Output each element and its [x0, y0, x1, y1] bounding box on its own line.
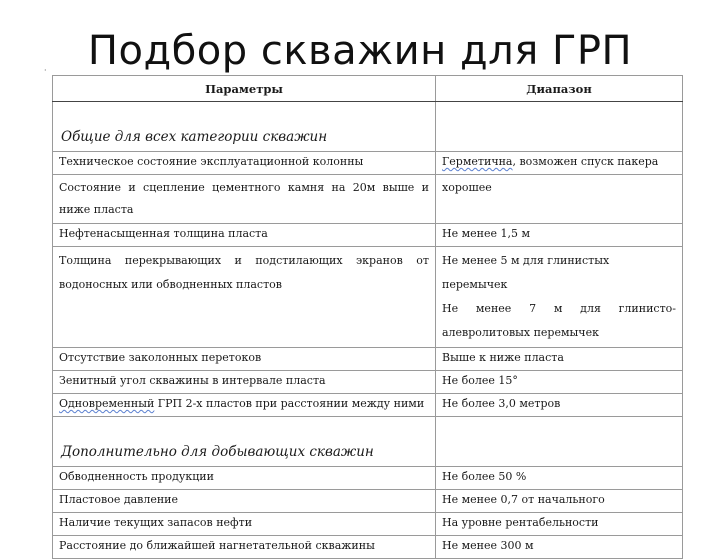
range-cell: [436, 152, 683, 175]
header-params: Параметры: [53, 76, 436, 102]
range-text: , возможен спуск пакера: [512, 155, 659, 168]
param-cell: Пластовое давление: [53, 490, 436, 513]
table-row: [53, 348, 683, 371]
range-cell: Не более 50 %: [436, 467, 683, 490]
criteria-table: [52, 75, 683, 559]
section-label: Дополнительно для добывающих скважин: [61, 444, 374, 460]
param-cell: [53, 394, 436, 417]
param-cell: Состояние и сцепление цементного камня на 20м выше и ниже пласта: [53, 175, 436, 224]
param-cell: Отсутствие заколонных перетоков: [53, 348, 436, 371]
table-row: [53, 490, 683, 513]
range-cell: Не более 3,0 метров: [436, 394, 683, 417]
range-line: Не менее 5 м для глинистых перемычек: [442, 254, 610, 291]
table-row: [53, 247, 683, 348]
range-cell: Не менее 300 м: [436, 536, 683, 559]
param-cell: Нефтенасыщенная толщина пласта: [53, 224, 436, 247]
section-row-general: [53, 102, 683, 152]
spellcheck-word[interactable]: Одновременный: [59, 397, 155, 410]
range-cell: хорошее: [436, 175, 683, 224]
table-row: [53, 371, 683, 394]
param-cell: Зенитный угол скважины в интервале пласта: [53, 371, 436, 394]
section-empty-cell: [436, 102, 683, 152]
table-row: [53, 224, 683, 247]
section-row-additional: [53, 417, 683, 467]
table-row: [53, 175, 683, 224]
param-cell: Расстояние до ближайшей нагнетательной скважины: [53, 536, 436, 559]
table-row: [53, 394, 683, 417]
section-label: Общие для всех категории скважин: [61, 129, 328, 145]
criteria-table-container: [52, 75, 682, 552]
section-title-additional: [53, 417, 436, 467]
table-move-handle-icon[interactable]: ·: [44, 66, 47, 75]
table-row: [53, 536, 683, 559]
range-cell: Выше к ниже пласта: [436, 348, 683, 371]
header-range: Диапазон: [436, 76, 683, 102]
table-row: [53, 152, 683, 175]
slide-title: Подбор скважин для ГРП: [87, 28, 633, 74]
spellcheck-word[interactable]: Герметична: [442, 155, 513, 168]
range-line: Не менее 7 м для глинисто-алевролитовых перемычек: [442, 302, 676, 339]
param-cell: Толщина перекрывающих и подстилающих экранов от водоносных или обводненных пластов: [53, 247, 436, 348]
section-empty-cell: [436, 417, 683, 467]
range-cell: [436, 247, 683, 348]
range-cell: Не менее 1,5 м: [436, 224, 683, 247]
range-cell: Не более 15°: [436, 371, 683, 394]
section-title-general: [53, 102, 436, 152]
param-cell: Обводненность продукции: [53, 467, 436, 490]
param-cell: Наличие текущих запасов нефти: [53, 513, 436, 536]
table-row: [53, 513, 683, 536]
table-row: [53, 467, 683, 490]
param-cell: Техническое состояние эксплуатационной колонны: [53, 152, 436, 175]
param-text: ГРП 2-х пластов при расстоянии между ними: [154, 397, 425, 410]
range-cell: На уровне рентабельности: [436, 513, 683, 536]
range-cell: Не менее 0,7 от начального: [436, 490, 683, 513]
table-header-row: [53, 76, 683, 102]
